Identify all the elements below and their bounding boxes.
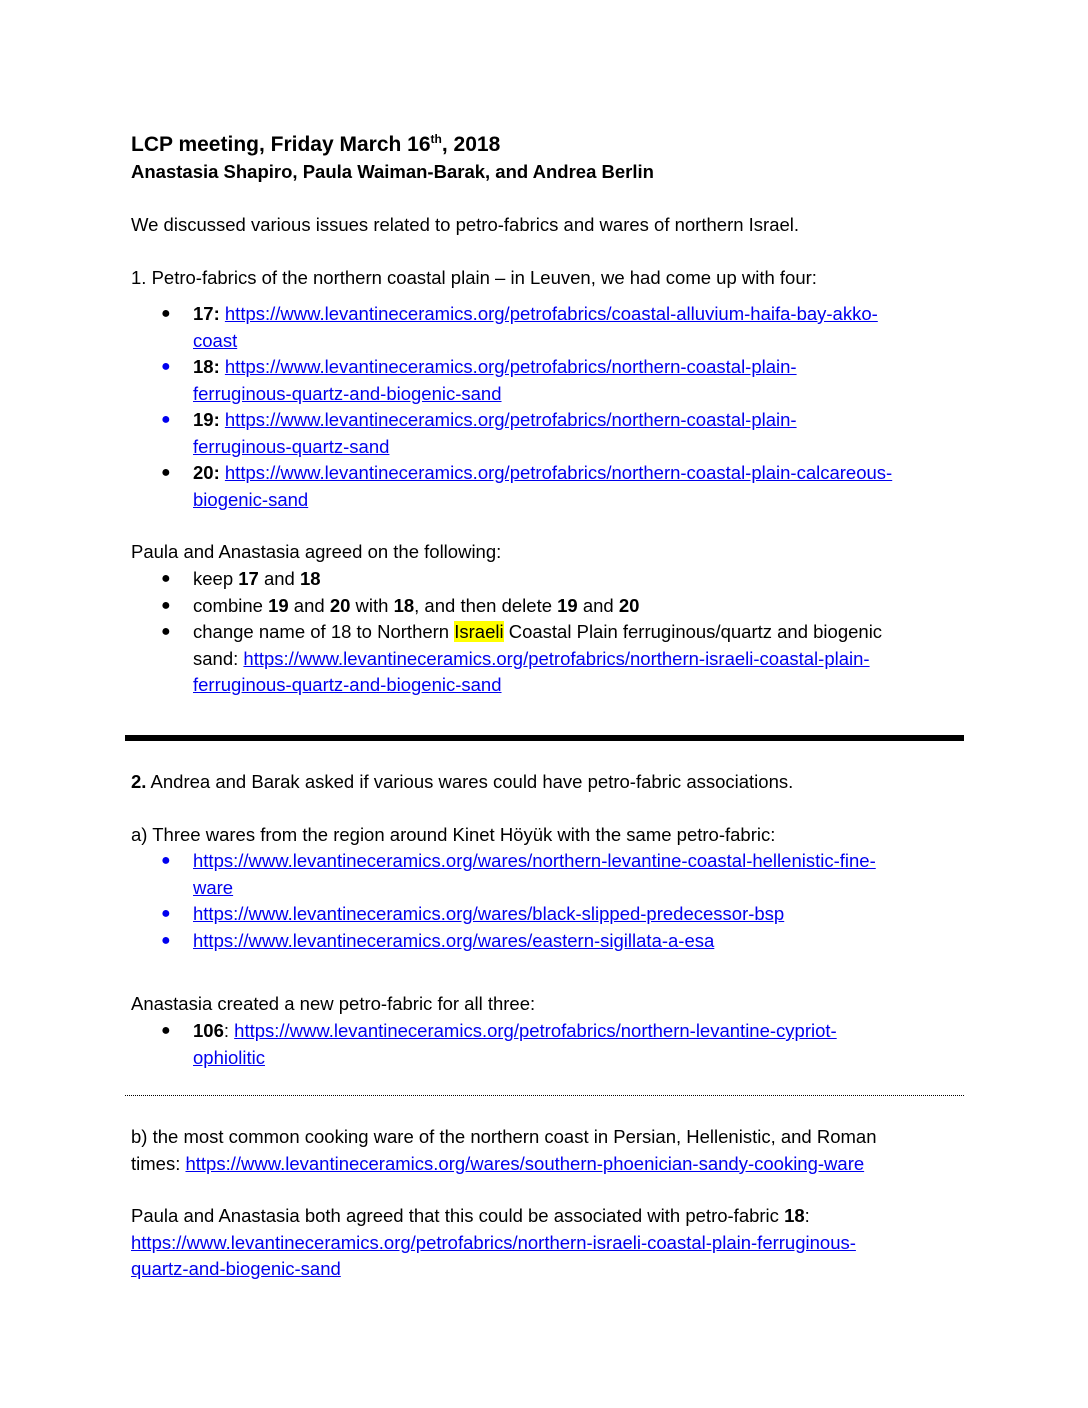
- section-heading-text: Petro-fabrics of the northern coastal plain – in Leuven, we had come up with four:: [146, 267, 817, 288]
- section-divider-dotted: [125, 1095, 964, 1096]
- section-divider-thick: [125, 735, 964, 741]
- cooking-ware-link[interactable]: https://www.levantineceramics.org/wares/southern-phoenician-sandy-cooking-ware: [185, 1152, 865, 1174]
- list-item: [131, 848, 971, 901]
- ware-link-hellenistic-fine[interactable]: https://www.levantineceramics.org/wares/northern-levantine-coastal-hellenistic-fine- ware: [193, 850, 876, 898]
- list-item: [131, 460, 971, 513]
- agreement-items: [131, 566, 971, 699]
- bullet-icon: ●: [161, 464, 171, 481]
- new-fabric-items: [131, 1018, 971, 1071]
- section-1-heading: [131, 265, 971, 292]
- title-year: , 2018: [441, 133, 501, 156]
- bullet-icon: ●: [161, 305, 171, 322]
- fabric-code: 17:: [193, 303, 220, 324]
- bullet-icon: ●: [161, 411, 171, 428]
- list-item: [131, 301, 971, 354]
- bullet-icon: ●: [161, 596, 171, 614]
- fabric-code: 19:: [193, 409, 220, 430]
- agreement-2-paragraph: Paula and Anastasia both agreed that this could be associated with petro-fabric 18: https://www.levantineceramics.org/petrofabrics/northern-israeli-coastal-plain-ferruginous- quartz-and-biogenic-sand: [131, 1205, 856, 1279]
- fabric-17-link[interactable]: https://www.levantineceramics.org/petrofabrics/coastal-alluvium-haifa-bay-akko- coast: [193, 303, 878, 351]
- list-item: ● 106: https://www.levantineceramics.org/petrofabrics/northern-levantine-cypriot- ophiolitic: [161, 1020, 837, 1068]
- fabric-code: 18:: [193, 356, 220, 377]
- petrofabric-list: [131, 301, 971, 513]
- new-fabric-intro: Anastasia created a new petro-fabric for all three:: [131, 993, 536, 1014]
- bullet-icon: ●: [161, 852, 171, 869]
- part-b-paragraph: b) the most common cooking ware of the northern coast in Persian, Hellenistic, and Roman times: https://www.levantineceramics.org/wares/southern-phoenician-sandy-cooking-ware: [131, 1126, 877, 1174]
- agreement-list: [131, 566, 971, 699]
- list-item: [131, 354, 971, 407]
- bullet-icon: ●: [161, 905, 171, 922]
- bullet-icon: ●: [161, 623, 171, 640]
- section-heading-text: Andrea and Barak asked if various wares could have petro-fabric associations.: [146, 771, 794, 792]
- agreement-intro: Paula and Anastasia agreed on the following:: [131, 541, 502, 562]
- section-number: 1.: [131, 267, 147, 288]
- bullet-icon: ●: [161, 358, 171, 375]
- highlighted-word: Israeli: [454, 621, 504, 642]
- ware-link-esa[interactable]: https://www.levantineceramics.org/wares/eastern-sigillata-a-esa: [193, 929, 715, 951]
- wares-list: [131, 848, 971, 954]
- title-superscript: th: [430, 132, 442, 146]
- list-item: ● keep 17 and 18: [131, 566, 971, 593]
- fabric-code: 20:: [193, 462, 220, 483]
- list-item: [131, 928, 971, 955]
- list-item: ● change name of 18 to Northern Israeli Coastal Plain ferruginous/quartz and biogenic sand: https://www.levantineceramics.org/petrofabrics/northern-israeli-coastal-plain- ferruginous-quartz-and-biogenic-sand: [161, 621, 883, 695]
- fabric-list: [131, 301, 971, 513]
- fabric-106-link[interactable]: https://www.levantineceramics.org/petrofabrics/northern-levantine-cypriot- ophiolitic: [193, 1020, 837, 1068]
- ware-link-bsp[interactable]: https://www.levantineceramics.org/wares/black-slipped-predecessor-bsp: [193, 903, 785, 924]
- renamed-fabric-link[interactable]: https://www.levantineceramics.org/petrofabrics/northern-israeli-coastal-plain- ferruginous-quartz-and-biogenic-sand: [193, 647, 870, 695]
- new-fabric-list: [131, 1018, 971, 1071]
- meeting-title: [131, 131, 971, 159]
- wares-items: [131, 848, 971, 954]
- list-item: [131, 901, 971, 928]
- bullet-icon: ●: [161, 570, 171, 587]
- fabric-19-link[interactable]: https://www.levantineceramics.org/petrofabrics/northern-coastal-plain- ferruginous-quartz-sand: [193, 409, 797, 457]
- bullet-icon: ●: [161, 931, 171, 949]
- list-item: [131, 407, 971, 460]
- bullet-icon: ●: [161, 1022, 171, 1039]
- title-text: LCP meeting, Friday March 16: [131, 133, 431, 156]
- section-2-heading: [131, 769, 971, 796]
- intro-paragraph: We discussed various issues related to petro-fabrics and wares of northern Israel.: [131, 214, 800, 235]
- fabric-20-link[interactable]: https://www.levantineceramics.org/petrofabrics/northern-coastal-plain-calcareous- biogenic-sand: [193, 462, 893, 510]
- part-a-intro: a) Three wares from the region around Kinet Höyük with the same petro-fabric:: [131, 824, 776, 845]
- fabric-18-renamed-link[interactable]: https://www.levantineceramics.org/petrofabrics/northern-israeli-coastal-plain-ferruginous- quartz-and-biogenic-sand: [131, 1231, 856, 1279]
- list-item: ● combine 19 and 20 with 18, and then delete 19 and 20: [131, 593, 971, 620]
- authors-line: Anastasia Shapiro, Paula Waiman-Barak, and Andrea Berlin: [131, 161, 654, 182]
- fabric-18-link[interactable]: https://www.levantineceramics.org/petrofabrics/northern-coastal-plain- ferruginous-quartz-and-biogenic-sand: [193, 356, 797, 404]
- section-number: 2.: [131, 771, 147, 792]
